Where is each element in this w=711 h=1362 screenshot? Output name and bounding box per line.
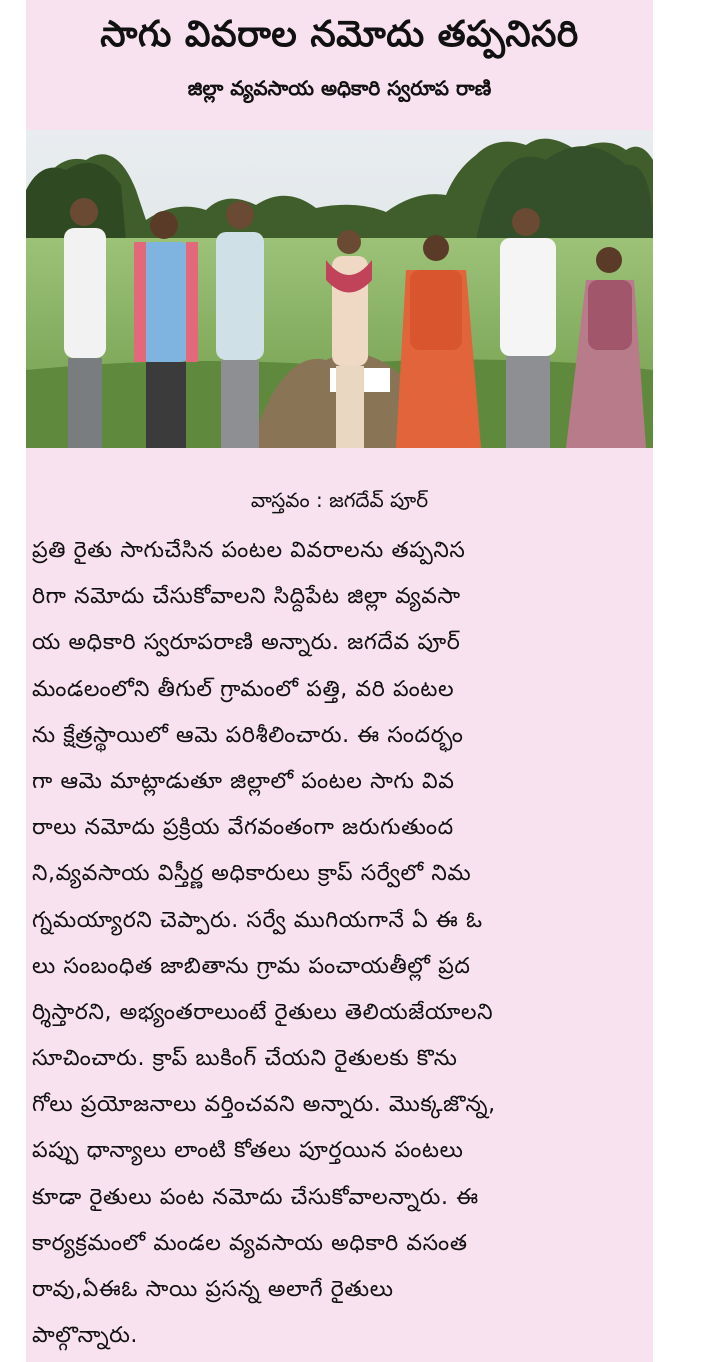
body-line: లు సంబంధిత జాబితాను గ్రామ పంచాయతీల్లో ప్రద (32, 953, 471, 979)
body-line: కూడా రైతులు పంట నమోదు చేసుకోవాలన్నారు. ఈ (32, 1184, 479, 1210)
body-line: పాల్గొన్నారు. (32, 1323, 139, 1349)
field-visit-photo (26, 130, 653, 448)
headline: సాగు వివరాల నమోదు తప్పనిసరి (100, 14, 579, 55)
news-clipping (26, 0, 653, 1362)
body-line: ర్శిస్తారని, అభ్యంతరాలుంటే రైతులు తెలియజేయాలని (32, 999, 494, 1025)
body-line: కార్యక్రమంలో మండల వ్యవసాయ అధికారి వసంత (32, 1230, 468, 1256)
body-line: య అధికారి స్వరూపరాణి అన్నారు. జగదేవ పూర్ (32, 630, 461, 656)
body-line: మండలంలోని తీగుల్ గ్రామంలో పత్తి, వరి పంటల (32, 676, 455, 702)
body-line: గ్నమయ్యారని చెప్పారు. సర్వే ముగియగానే ఏ ఈ ఓ (32, 907, 483, 933)
body-line: రాలు నమోదు ప్రక్రియ వేగవంతంగా జరుగుతుంద (32, 815, 454, 841)
subheadline: జిల్లా వ్యవసాయ అధికారి స్వరూప రాణి (187, 76, 492, 100)
body-line: ని,వ్యవసాయ విస్తీర్ణ అధికారులు క్రాప్ సర్వేలో నిమ (32, 861, 472, 887)
body-line: గా ఆమె మాట్లాడుతూ జిల్లాలో పంటల సాగు వివ (32, 768, 455, 794)
body-line: ప్రతి రైతు సాగుచేసిన పంటల వివరాలను తప్పనిస (32, 538, 466, 563)
body-line: సూచించారు. క్రాప్ బుకింగ్ చేయని రైతులకు కొను (32, 1046, 458, 1072)
body-line: ను క్షేత్రస్థాయిలో ఆమె పరిశీలించారు. ఈ సందర్భం (32, 722, 464, 748)
body-line: రావు,ఏఈఓ సాయి ప్రసన్న అలాగే రైతులు (32, 1277, 394, 1302)
body-line: రిగా నమోదు చేసుకోవాలని సిద్దిపేట జిల్లా వ్యవసా (32, 584, 461, 610)
dateline: వాస్తవం : జగదేవ్ పూర్ (250, 488, 429, 512)
article-body (32, 528, 647, 1359)
body-line: గోలు ప్రయోజనాలు వర్తించవని అన్నారు. మొక్కజొన్న, (32, 1092, 496, 1118)
body-line: పప్పు ధాన్యాలు లాంటి కోతలు పూర్తయిన పంటలు (32, 1138, 464, 1164)
